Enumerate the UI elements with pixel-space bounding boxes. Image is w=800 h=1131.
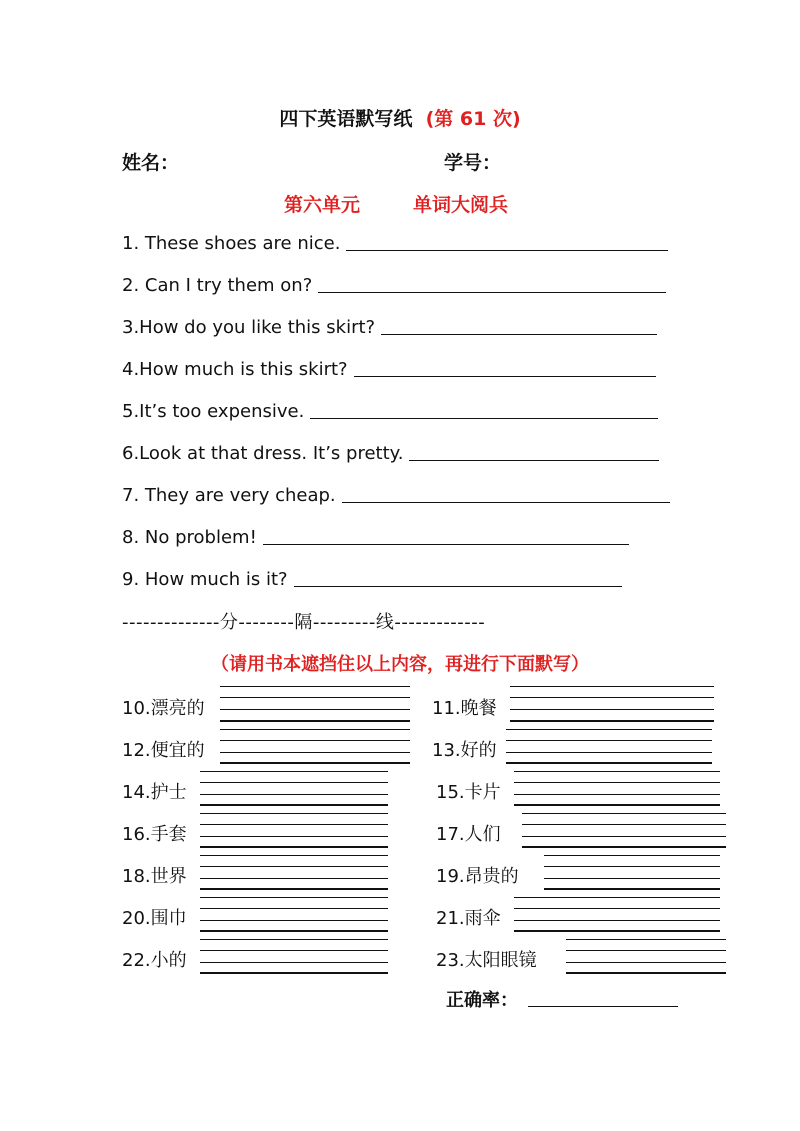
sentence-row [122,566,622,590]
sentence-text: 7. They are very cheap. [122,485,336,506]
title-main: 四下英语默写纸 [279,108,413,130]
word-label: 15.卡片 [436,782,501,803]
answer-line[interactable] [354,376,656,377]
sentence-row [122,482,670,506]
sentence-text: 6.Look at that dress. It’s pretty. [122,443,404,464]
section-label: 单词大阅兵 [413,194,509,216]
answer-line[interactable] [310,418,658,419]
answer-line[interactable] [294,586,622,587]
sentence-text: 5.It’s too expensive. [122,401,305,422]
sentence-row [122,440,659,464]
word-label: 14.护士 [122,782,187,803]
answer-line[interactable] [381,334,657,335]
sentence-text: 2. Can I try them on? [122,275,313,296]
sentence-text: 1. These shoes are nice. [122,233,341,254]
sentence-row [122,230,668,254]
sentence-text: 4.How much is this skirt? [122,359,348,380]
page-title [0,104,800,131]
answer-line[interactable] [346,250,668,251]
word-label: 16.手套 [122,824,187,845]
word-label: 22.小的 [122,950,187,971]
unit-label: 第六单元 [284,194,361,216]
sentence-text: 3.How do you like this skirt? [122,317,376,338]
instruction: （请用书本遮挡住以上内容，再进行下面默写） [211,654,589,675]
word-label: 11.晚餐 [432,698,497,719]
word-label: 12.便宜的 [122,740,205,761]
title-session: (第 61 次) [425,108,521,130]
sentence-row [122,524,629,548]
score-label: 正确率： [446,990,518,1011]
divider-line: --------------分--------隔---------线------------- [122,612,486,633]
answer-line[interactable] [263,544,629,545]
sentence-row [122,314,657,338]
word-label: 21.雨伞 [436,908,501,929]
sentence-text: 9. How much is it? [122,569,288,590]
sentence-row [122,272,666,296]
answer-line[interactable] [409,460,659,461]
name-label: 姓名： [122,152,180,174]
word-label: 13.好的 [432,740,497,761]
word-label: 19.昂贵的 [436,866,519,887]
word-label: 18.世界 [122,866,187,887]
sentence-text: 8. No problem! [122,527,257,548]
word-label: 23.太阳眼镜 [436,950,537,971]
answer-line[interactable] [318,292,666,293]
word-label: 10.漂亮的 [122,698,205,719]
word-label: 17.人们 [436,824,501,845]
score-line[interactable] [528,1006,678,1007]
word-label: 20.围巾 [122,908,187,929]
student-no-label: 学号： [444,152,502,174]
sentence-row [122,398,658,422]
sentence-row [122,356,656,380]
answer-line[interactable] [342,502,670,503]
